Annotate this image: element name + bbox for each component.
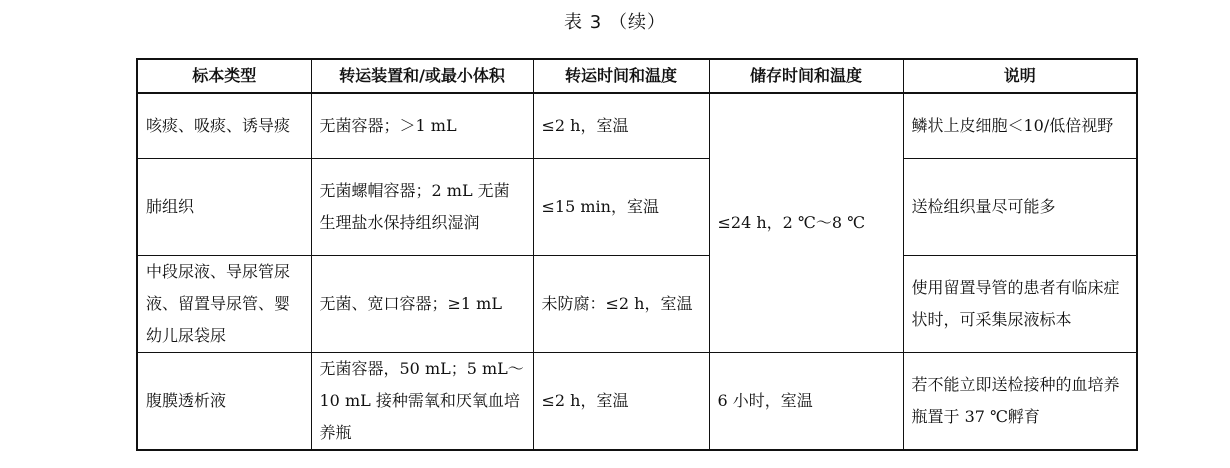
cell-notes: 使用留置导管的患者有临床症状时，可采集尿液标本 [903,256,1137,353]
table-header-row [137,59,1137,93]
cell-transport-device: 无菌螺帽容器；2 mL 无菌生理盐水保持组织湿润 [311,159,533,256]
cell-transport-device: 无菌容器；＞1 mL [311,93,533,159]
cell-storage-time: 6 小时，室温 [709,353,903,451]
header-transport-device: 转运装置和/或最小体积 [311,59,533,93]
header-notes: 说明 [903,59,1137,93]
cell-transport-time: ≤2 h，室温 [533,353,709,451]
cell-storage-merged: ≤24 h，2 ℃～8 ℃ [709,93,903,353]
cell-transport-time: ≤15 min，室温 [533,159,709,256]
cell-transport-device: 无菌容器，50 mL；5 mL～10 mL 接种需氧和厌氧血培养瓶 [311,353,533,451]
table-row [137,93,1137,159]
table-row [137,353,1137,451]
cell-transport-device: 无菌、宽口容器；≥1 mL [311,256,533,353]
header-storage-time: 储存时间和温度 [709,59,903,93]
cell-specimen-type: 肺组织 [137,159,311,256]
specimen-table [136,58,1138,451]
table-row [137,256,1137,353]
table-row [137,159,1137,256]
cell-notes: 鳞状上皮细胞＜10/低倍视野 [903,93,1137,159]
cell-notes: 送检组织量尽可能多 [903,159,1137,256]
cell-specimen-type: 咳痰、吸痰、诱导痰 [137,93,311,159]
cell-transport-time: ≤2 h，室温 [533,93,709,159]
header-specimen-type: 标本类型 [137,59,311,93]
cell-specimen-type: 中段尿液、导尿管尿液、留置导尿管、婴幼儿尿袋尿 [137,256,311,353]
table-caption: 表 3 （续） [564,12,666,33]
cell-specimen-type: 腹膜透析液 [137,353,311,451]
header-transport-time: 转运时间和温度 [533,59,709,93]
cell-transport-time: 未防腐：≤2 h，室温 [533,256,709,353]
cell-notes: 若不能立即送检接种的血培养瓶置于 37 ℃孵育 [903,353,1137,451]
